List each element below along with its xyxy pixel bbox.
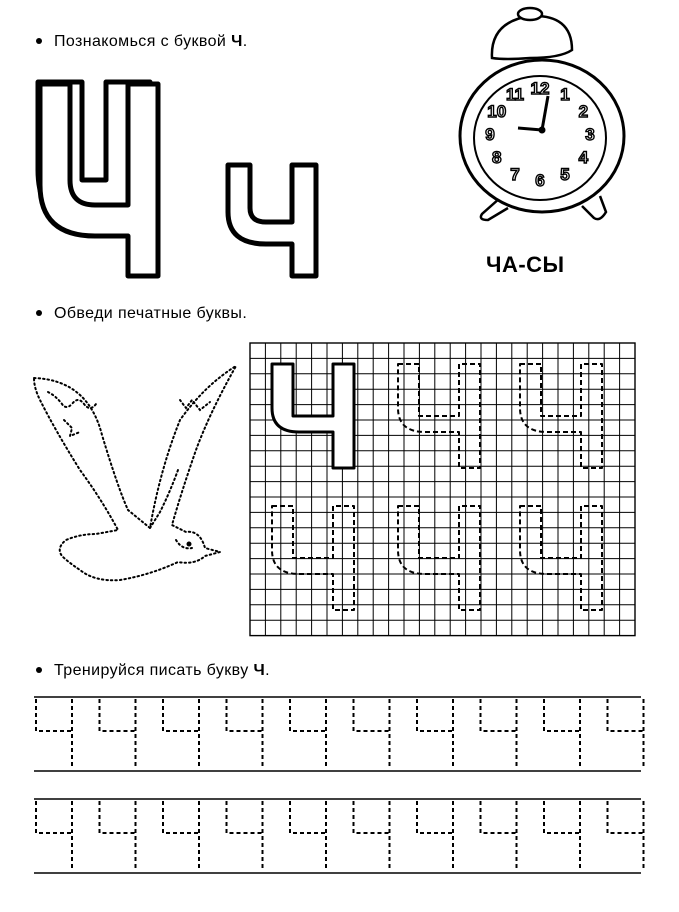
clock-number: 12 xyxy=(530,79,550,98)
practice-letter-dashed xyxy=(36,801,72,871)
practice-letter-dashed xyxy=(417,801,453,871)
clock-number: 8 xyxy=(491,148,502,167)
practice-letter-dashed xyxy=(163,801,199,871)
trace-letter-dashed xyxy=(272,506,354,610)
clock-number: 2 xyxy=(578,102,589,121)
practice-letter-dashed xyxy=(544,801,580,871)
clock-number: 3 xyxy=(585,125,595,144)
clock-number: 4 xyxy=(578,148,589,167)
clock-number: 7 xyxy=(510,164,520,184)
practice-letter-dashed xyxy=(481,801,517,871)
trace-letter-dashed xyxy=(520,364,602,468)
grid-border xyxy=(250,343,635,636)
practice-letter-dashed xyxy=(417,699,453,769)
instruction-letter: Ч xyxy=(253,662,266,679)
practice-letter-dashed xyxy=(290,801,326,871)
practice-letter-dashed xyxy=(227,801,263,871)
trace-letter-dashed xyxy=(398,364,480,468)
picture-word: ЧА-СЫ xyxy=(486,252,565,277)
practice-letter-dashed xyxy=(544,699,580,769)
practice-letter-dashed xyxy=(354,699,390,769)
practice-letter-dashed xyxy=(354,801,390,871)
clock-number: 11 xyxy=(506,85,524,105)
instruction-text: Тренируйся писать букву xyxy=(54,662,254,679)
practice-letter-dashed xyxy=(100,801,136,871)
instruction-text: Обведи печатные буквы. xyxy=(54,305,248,322)
seagull-eye-icon xyxy=(187,542,192,547)
alarm-clock-picture xyxy=(460,8,624,220)
instruction-letter: Ч xyxy=(231,33,243,50)
instruction-end: . xyxy=(242,33,248,50)
trace-letter-dashed xyxy=(398,506,480,610)
instruction-text: Познакомься с буквой xyxy=(54,33,232,50)
clock-number: 5 xyxy=(560,164,570,184)
tracing-letters xyxy=(272,364,602,610)
practice-letter-dashed xyxy=(608,801,644,871)
trace-letter-dashed xyxy=(520,506,602,610)
clock-number: 10 xyxy=(487,102,507,121)
trace-letter-solid xyxy=(272,364,354,468)
practice-letter-dashed xyxy=(227,699,263,769)
instruction-end: . xyxy=(265,662,270,679)
practice-letter-dashed xyxy=(290,699,326,769)
clock-number: 6 xyxy=(535,171,545,190)
practice-letter-dashed xyxy=(481,699,517,769)
tracing-grid xyxy=(250,343,635,636)
practice-letter-dashed xyxy=(36,699,72,769)
practice-letter-dashed xyxy=(100,699,136,769)
practice-letter-dashed xyxy=(163,699,199,769)
clock-number: 1 xyxy=(560,85,570,105)
seagull-dotted-picture xyxy=(34,366,236,580)
practice-rows xyxy=(34,697,644,873)
practice-letter-dashed xyxy=(608,699,644,769)
small-lowercase-letter xyxy=(228,165,316,276)
clock-number: 9 xyxy=(485,125,495,144)
